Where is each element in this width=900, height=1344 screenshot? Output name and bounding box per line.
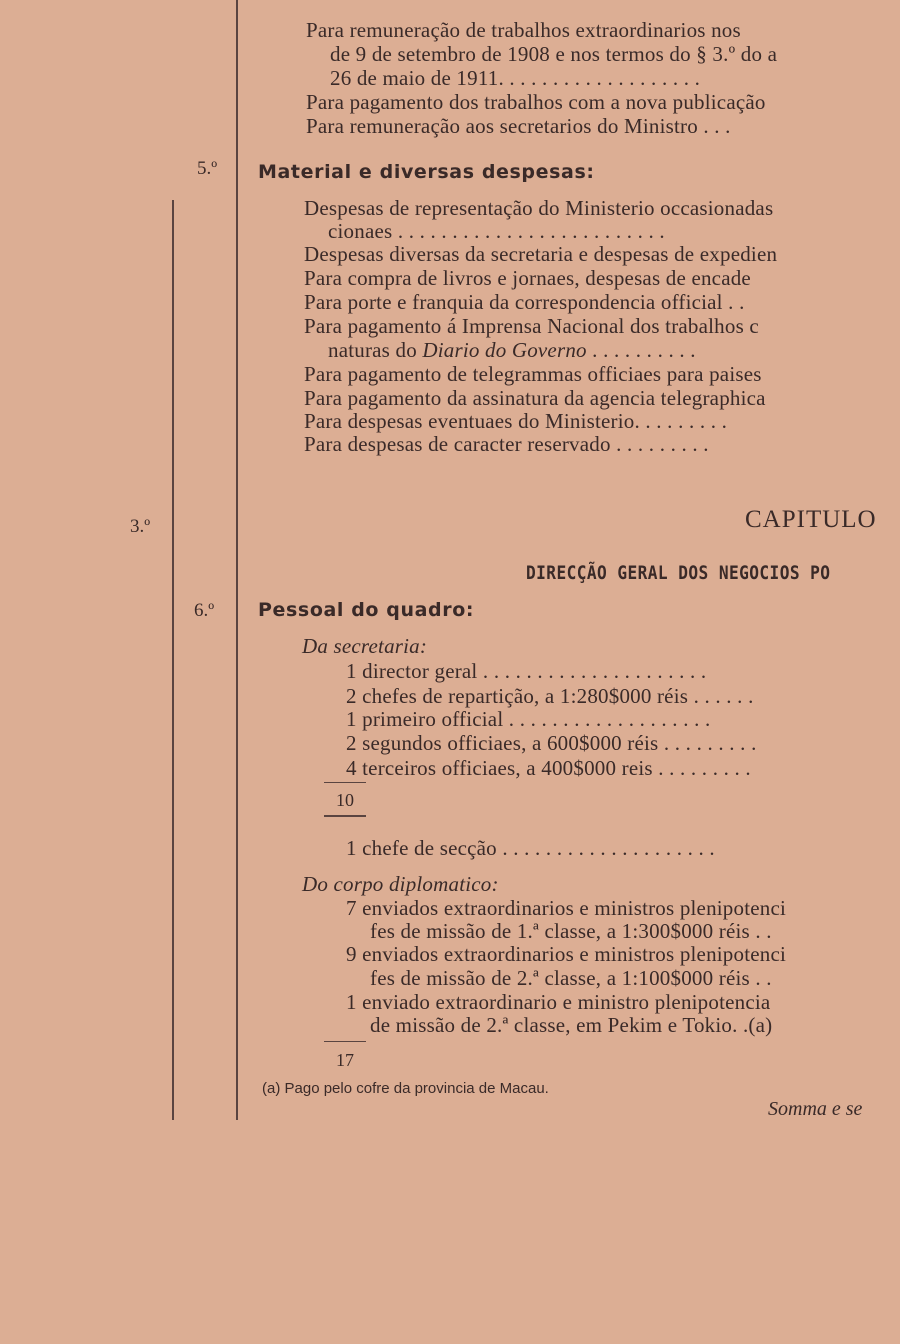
diario-title: Diario do Governo: [422, 338, 587, 362]
top-item-line: Para remuneração aos secretarios do Ministro . . .: [306, 114, 731, 138]
diplomatic-item: 1 enviado extraordinario e ministro plenipotencia: [346, 990, 771, 1014]
top-item-line: Para remuneração de trabalhos extraordinarios nos: [306, 18, 741, 42]
staff-item: 2 chefes de repartição, a 1:280$000 réis . . . . . .: [346, 684, 754, 708]
expense-item: Para despesas eventuaes do Ministerio. . . . . . . . .: [304, 409, 728, 433]
chapter-subtitle: DIRECÇÃO GERAL DOS NEGOCIOS PO: [526, 562, 831, 584]
diplomatic-item: 9 enviados extraordinarios e ministros plenipotenci: [346, 942, 787, 966]
section-heading: Material e diversas despesas:: [258, 161, 595, 183]
article-number: 6.º: [194, 600, 215, 621]
left-margin-rule: [172, 200, 174, 1120]
sum-rule: [324, 782, 366, 783]
expense-item: Para despesas de caracter reservado . . . . . . . . .: [304, 432, 709, 456]
expense-item: [328, 338, 696, 362]
staff-item: 1 director geral . . . . . . . . . . . . . . . . . . . . .: [346, 659, 707, 683]
expense-item-text: naturas do: [328, 338, 423, 362]
diplomatic-item: fes de missão de 1.ª classe, a 1:300$000 réis . .: [370, 919, 772, 943]
leader-dots: . . . . . . . . . .: [586, 338, 696, 362]
diplomatic-item: de missão de 2.ª classe, em Pekim e Tokio. .(a): [370, 1013, 773, 1037]
chapter-number: 3.º: [130, 516, 151, 537]
staff-item: 4 terceiros officiaes, a 400$000 reis . . . . . . . . .: [346, 756, 751, 780]
subsection-label: Da secretaria:: [302, 634, 428, 658]
expense-item: Para porte e franquia da correspondencia official . .: [304, 290, 745, 314]
diplomatic-item: fes de missão de 2.ª classe, a 1:100$000 réis . .: [370, 966, 772, 990]
expense-item: cionaes . . . . . . . . . . . . . . . . . . . . . . . . .: [328, 219, 665, 243]
top-item-line: de 9 de setembro de 1908 e nos termos do § 3.º do a: [330, 42, 778, 66]
sum-rule: [324, 815, 366, 817]
expense-item: Despesas diversas da secretaria e despesas de expedien: [304, 242, 778, 266]
column-rule: [236, 0, 238, 1120]
subsection-label: Do corpo diplomatico:: [302, 872, 499, 896]
article-number: 5.º: [197, 158, 218, 179]
expense-item: Para compra de livros e jornaes, despesas de encade: [304, 266, 751, 290]
footnote: (a) Pago pelo cofre da provincia de Macau.: [262, 1080, 549, 1097]
diplomatic-item: 7 enviados extraordinarios e ministros plenipotenci: [346, 896, 787, 920]
secretaria-total: 10: [336, 790, 354, 810]
expense-item: Para pagamento á Imprensa Nacional dos trabalhos c: [304, 314, 759, 338]
top-item-line: 26 de maio de 1911. . . . . . . . . . . . . . . . . . .: [330, 66, 701, 90]
sum-rule: [324, 1041, 366, 1042]
diplomatico-total: 17: [336, 1050, 354, 1070]
expense-item: Para pagamento da assinatura da agencia telegraphica: [304, 386, 766, 410]
expense-item: Despesas de representação do Ministerio occasionadas: [304, 196, 774, 220]
page-somma: Somma e se: [768, 1098, 863, 1120]
section-heading: Pessoal do quadro:: [258, 599, 475, 621]
chapter-title: CAPITULO: [745, 506, 877, 533]
staff-item: 1 primeiro official . . . . . . . . . . . . . . . . . . .: [346, 707, 711, 731]
staff-item: 1 chefe de secção . . . . . . . . . . . . . . . . . . . .: [346, 836, 715, 860]
top-item-line: Para pagamento dos trabalhos com a nova publicação: [306, 90, 766, 114]
expense-item: Para pagamento de telegrammas officiaes para paises: [304, 362, 762, 386]
staff-item: 2 segundos officiaes, a 600$000 réis . . . . . . . . .: [346, 731, 757, 755]
